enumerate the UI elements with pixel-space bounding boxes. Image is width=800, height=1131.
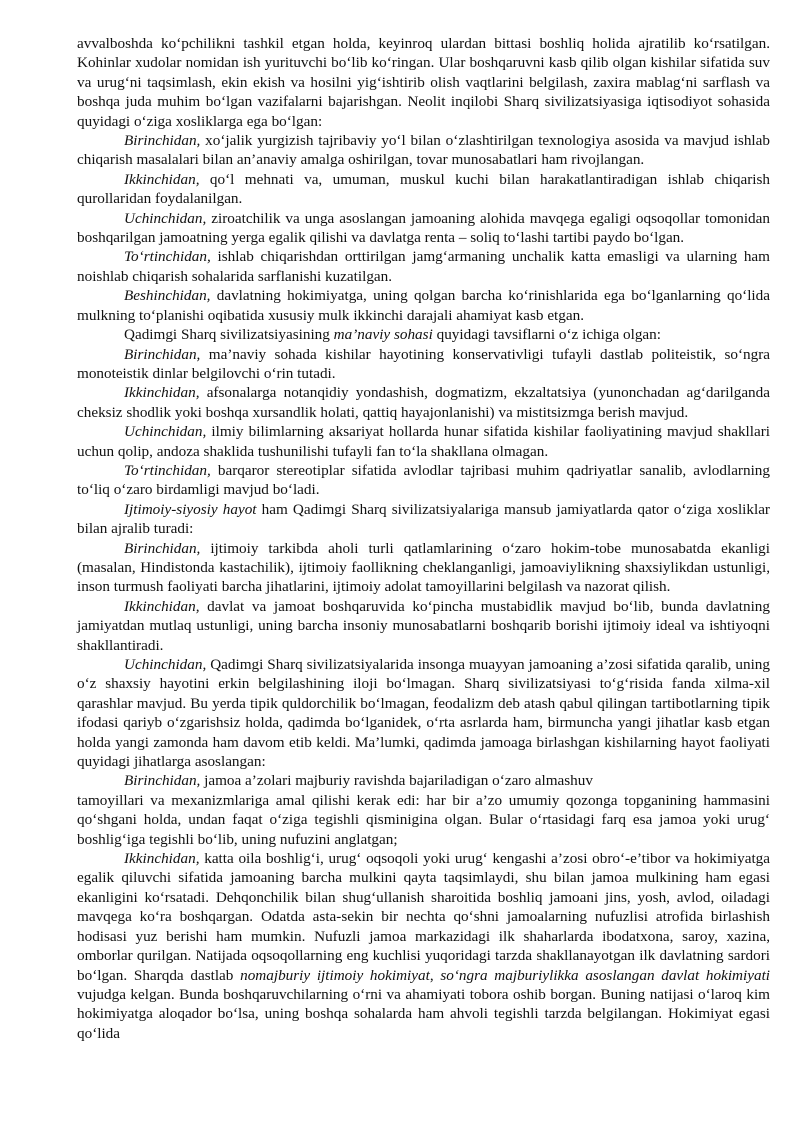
italic-run: Birinchidan,: [124, 772, 201, 790]
italic-run: Ikkinchidan,: [124, 850, 200, 868]
body-paragraph: [77, 286, 770, 325]
text-run: barqaror stereotiplar sifatida avlodlar tajribasi muhim qadriyatlar sanalib, avlodlarning to‘liq o‘zaro birdamligi mavjud bo‘ladi.: [77, 461, 770, 499]
italic-run: Beshinchidan,: [124, 287, 211, 305]
body-paragraph: [77, 34, 770, 131]
body-paragraph: [77, 791, 770, 849]
italic-run: Ikkinchidan,: [124, 597, 200, 615]
italic-run: Uchinchidan,: [124, 423, 207, 441]
italic-run: nomajburiy ijtimoiy hokimiyat: [240, 966, 430, 984]
body-paragraph: [77, 500, 770, 539]
italic-run: so‘ngra majburiylikka asoslangan davlat hokimiyati: [440, 966, 771, 984]
text-run: davlatning hokimiyatga, uning qolgan barcha ko‘rinishlarida ega bo‘lganlarning qo‘lida mulkning to‘planishi oqibatida xususiy mulk ikkinchi darajali ahamiyat kasb etgan.: [77, 287, 770, 324]
text-run: avvalboshda ko‘pchilikni tashkil etgan holda, keyinroq ulardan bittasi boshliq holida ajratilib ko‘rsatilgan. Kohinlar xudolar nomidan ish yurituvchi bo‘lib ko‘ringan. Ular boshqaruvni kasb qilib olgan kishilar sifatida suv va urug‘ni taqsimlash, ekin ekish va hosilni yig‘ishtirib olish vaqtlarini belgilash, zaxira mablag‘ni sarflash va boshqa juda muhim bo‘lgan vazifalarni bajarishgan. Neolit inqilobi Sharq sivilizatsiyasiga iqtisodiyot sohasida quyidagi o‘ziga xosliklarga ega bo‘lgan:: [77, 35, 770, 130]
body-paragraph: [77, 345, 770, 384]
text-run: jamoa a’zolari majburiy ravishda bajariladigan o‘zaro almashuv: [200, 772, 593, 790]
text-run: katta oila boshlig‘i, urug‘ oqsoqoli yoki urug‘ kengashi a’zosi obro‘-e’tibor va hokimiyatga egalik qiluvchi sifatida jamoaning barcha mulkini qayta taqsimlaydi, shu bilan jamoa mulkining ham egasi ekanligini ko‘rsatadi. Dehqonchilik bilan shug‘ullanish sharoitida boshliq jamoani jins, yosh, avlod, oiladagi mavqega ko‘ra boshqargan. Odatda asta-sekin bir nechta qo‘shni jamoalarning nufuzlisi atrofida birlashish hodisasi yuz berishi ham mumkin. Nufuzli jamoa markazidagi ilk shaharlarda ibodatxona, saroy, xazina, omborlar qurilgan. Natijada oqsoqollarning eng kuchlisi yuqoridagi tarzda shakllanayotgan ilk davlatning sardori bo‘lgan. Sharqda dastlab: [77, 850, 770, 984]
body-paragraph: [77, 325, 770, 344]
italic-run: To‘rtinchidan,: [124, 461, 211, 479]
body-paragraph: [77, 383, 770, 422]
body-paragraph: [77, 655, 770, 771]
body-paragraph: [77, 849, 770, 1043]
italic-run: Birinchidan,: [124, 345, 201, 363]
body-paragraph: [77, 170, 770, 209]
italic-run: ma’naviy sohasi: [333, 326, 433, 344]
text-run: ham Qadimgi Sharq sivilizatsiyalariga mansub jamiyatlarda qator o‘ziga xosliklar bilan ajralib turadi:: [77, 500, 770, 538]
text-run: ijtimoiy tarkibda aholi turli qatlamlarining o‘zaro hokim-tobe munosabatda ekanligi (masalan, Hindistonda kastachilik), ijtimoiy faollikning cheklanganligi, jamoaviylikning shaxsiylikdan ustunligi, inson turmush faoliyati barcha jihatlarini, ijtimoiy adolat tamoyillarini belgilash va nazorat qilish.: [77, 539, 770, 596]
italic-run: Ijtimoiy-siyosiy hayot: [124, 500, 257, 518]
text-run: quyidagi tavsiflarni o‘z ichiga olgan:: [432, 326, 661, 344]
text-run: ziroatchilik va unga asoslangan jamoaning alohida mavqega egaligi oqsoqollar tomonidan boshqarilgan jamoatning yerga egalik qilishi va davlatga renta – soliq to‘lashi tartibi paydo bo‘lgan.: [77, 209, 770, 247]
body-paragraph: [77, 597, 770, 655]
text-run: qo‘l mehnati va, umuman, muskul kuchi bilan harakatlantiradigan ishlab chiqarish qurollaridan foydalanilgan.: [77, 170, 770, 208]
italic-run: Birinchidan,: [124, 539, 201, 557]
italic-run: Uchinchidan,: [124, 209, 207, 227]
text-run: ma’naviy sohada kishilar hayotining konservativligi tufayli dastlab politeistik, so‘ngra monoteistik dinlar belgilovchi o‘rin tutadi.: [77, 345, 770, 382]
text-run: afsonalarga notanqidiy yondashish, dogmatizm, ekzaltatsiya (yunonchadan ag‘darilganda cheksiz shodlik yoki boshqa xursandlik holati, qattiq hayajonlanishi) va mistitsizmga berish mavjud.: [77, 384, 770, 421]
body-paragraph: [77, 461, 770, 500]
body-paragraph: [77, 422, 770, 461]
text-run: Qadimgi Sharq sivilizatsiyalarida insonga muayyan jamoaning a’zosi sifatida qaralib, uning o‘z shaxsiy hayotini erkin belgilashining iloji bo‘lmagan. Sharq sivilizatsiyasi to‘g‘risida fanda xilma-xil qarashlar mavjud. Bu yerda tipik quldorchilik bo‘lmagan, feodalizm deb atash qabul qilingan tartibotlarning tipik ifodasi qariyb o‘zgarishsiz holda, qadimda bo‘lganidek, o‘rta asrlarda ham, birmuncha yangi jihatlar kasb etgan holda yangi zamonda ham davom etib keldi. Ma’lumki, qadimda jamoaga birlashgan kishilarning hayot faoliyati quyidagi jihatlarga asoslangan:: [77, 656, 770, 771]
text-run: ishlab chiqarishdan orttirilgan jamg‘armaning unchalik katta emasligi va ularning ham noishlab chiqarish sohalarida sarflanishi kuzatilgan.: [77, 248, 770, 285]
text-run: Qadimgi Sharq sivilizatsiyasining: [124, 326, 334, 344]
text-run: ilmiy bilimlarning aksariyat hollarda hunar sifatida kishilar faoliyatining mavjud shakllari uchun qolip, andoza shaklida tushunilishi tufayli fan to‘la shakllana olmagan.: [77, 423, 770, 460]
text-run: ,: [429, 966, 441, 984]
text-run: davlat va jamoat boshqaruvida ko‘pincha mustabidlik mavjud bo‘lib, bunda davlatning jamiyatdan mutlaq ustunligi, uning barcha insoniy munosabatlarni boshqarib borishi ijtimoiy ideal va ishtiyoqni shakllantiradi.: [77, 597, 770, 654]
body-paragraph: [77, 539, 770, 597]
body-paragraph: [77, 247, 770, 286]
italic-run: Birinchidan,: [124, 132, 201, 150]
body-paragraph: [77, 131, 770, 170]
italic-run: Ikkinchidan,: [124, 170, 200, 188]
italic-run: Uchinchidan,: [124, 656, 207, 673]
body-paragraph: [77, 209, 770, 248]
text-run: tamoyillari va mexanizmlariga amal qilishi kerak edi: har bir a’zo umumiy qozonga topganining hammasini qo‘shgani holda, undan faqat o‘ziga tegishli qisminigina olgan. Bular o‘rtasidagi farq esa jamoa yoki urug‘ boshlig‘iga tegishli bo‘lib, uning nufuzini anglatgan;: [77, 791, 770, 848]
italic-run: Ikkinchidan,: [124, 384, 200, 402]
italic-run: To‘rtinchidan,: [124, 248, 211, 266]
text-run: xo‘jalik yurgizish tajribaviy yo‘l bilan o‘zlashtirilgan texnologiya asosida va mavjud ishlab chiqarish masalalari bilan an’anaviy amalga oshirilgan, tovar munosabatlari ham rivojlangan.: [77, 132, 770, 169]
text-run: vujudga kelgan. Bunda boshqaruvchilarning o‘rni va ahamiyati tobora oshib borgan. Buning natijasi o‘laroq kim hokimiyatga aloqador bo‘lsa, uning boshqa sohalarda ham ahvoli tegishli tarzda belgilangan. Hokimiyat egasi qo‘lida: [77, 985, 770, 1042]
body-paragraph: [77, 771, 770, 790]
